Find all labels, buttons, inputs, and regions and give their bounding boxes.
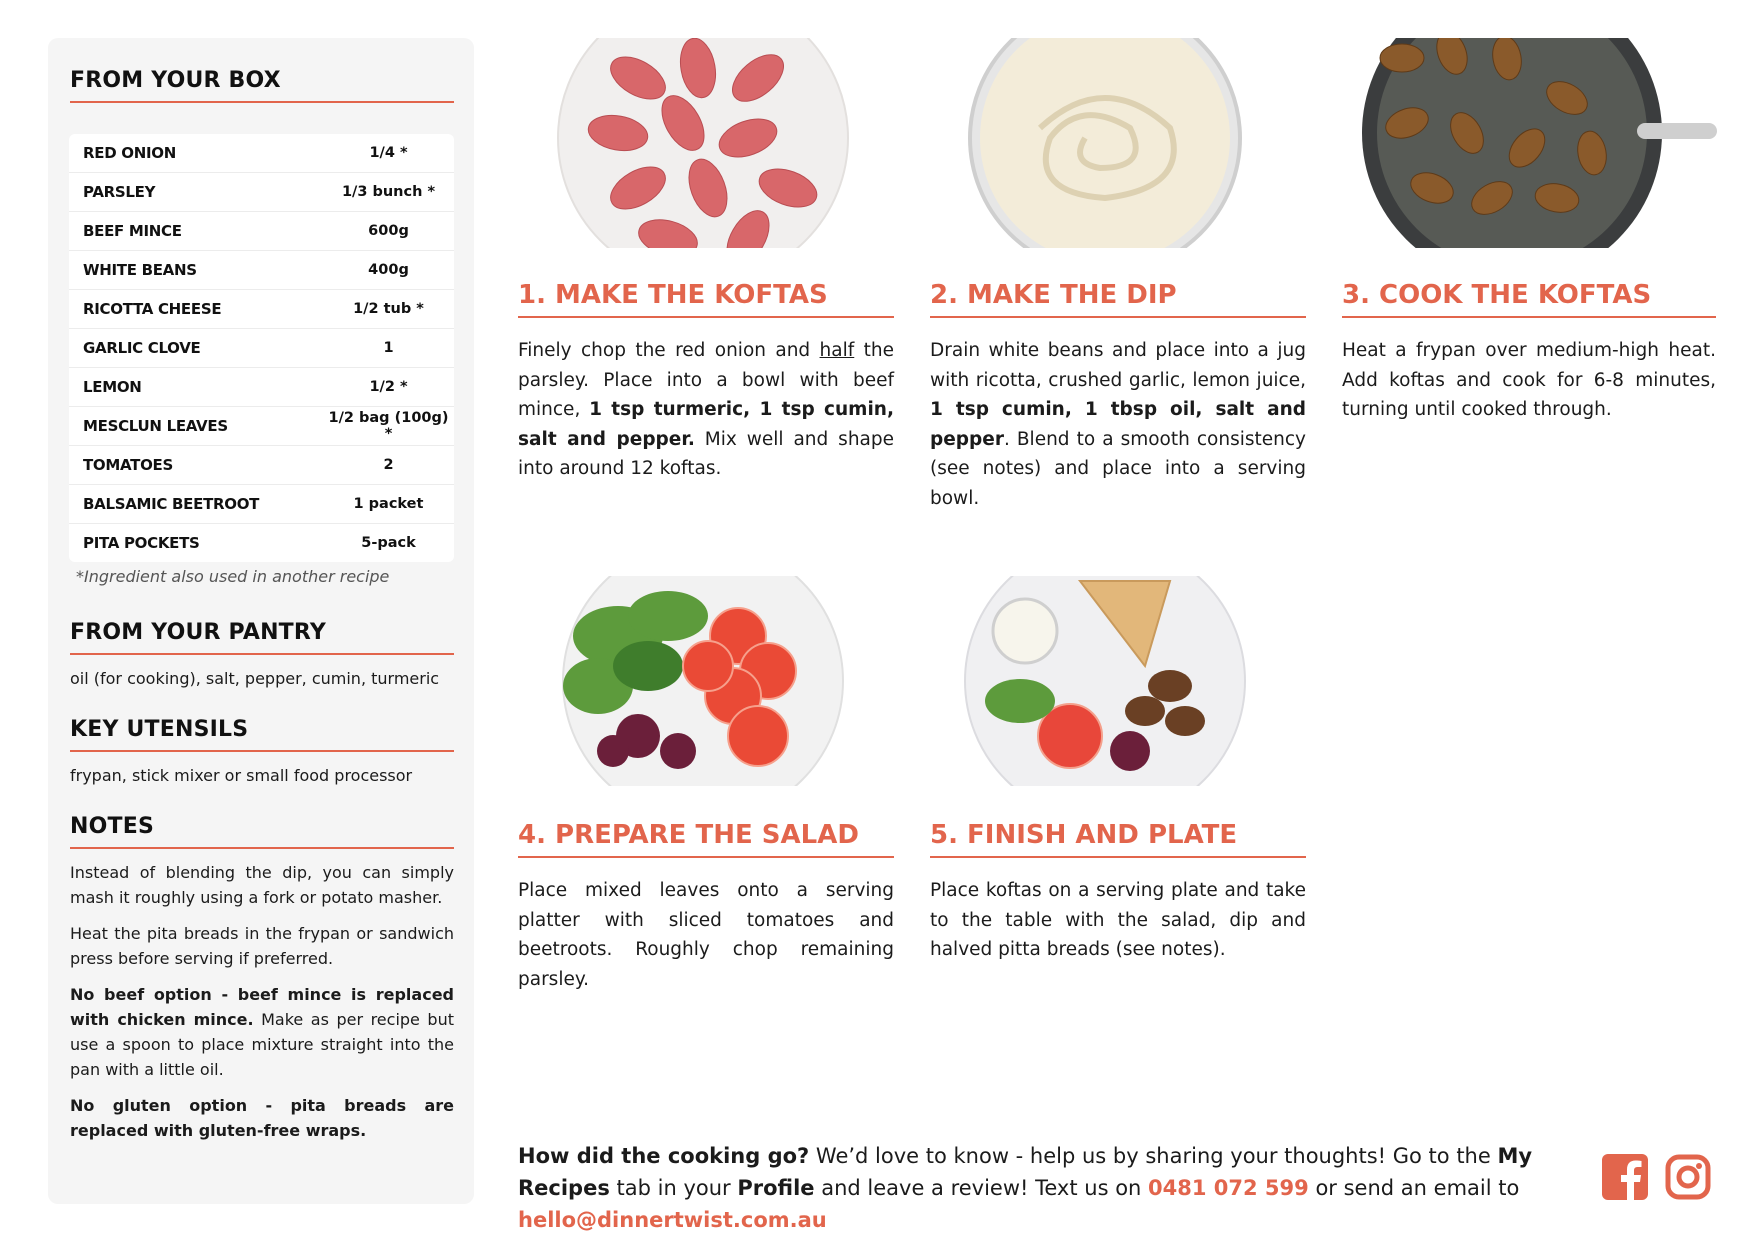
- step-3-title: 3. COOK THE KOFTAS: [1342, 280, 1716, 318]
- note-paragraph: Heat the pita breads in the frypan or sandwich press before serving if preferred.: [70, 924, 454, 968]
- ingredient-name: PARSLEY: [83, 183, 156, 201]
- ingredient-name: MESCLUN LEAVES: [83, 417, 228, 435]
- step-1-photo: [518, 38, 898, 248]
- ingredient-qty: 1 packet: [353, 496, 424, 512]
- ingredient-name: RICOTTA CHEESE: [83, 300, 222, 318]
- ingredient-row: [69, 446, 454, 485]
- step-3-text: Heat a frypan over medium-high heat. Add koftas and cook for 6-8 minutes, turning until cooked through.: [1342, 340, 1716, 420]
- step-1-text-bold: 1 tsp turmeric, 1 tsp cumin, salt and pepper.: [518, 399, 894, 450]
- ingredient-row: [69, 485, 454, 524]
- ingredient-qty: 400g: [368, 262, 409, 278]
- cooked-koftas-pan-image: [1342, 38, 1722, 248]
- note-text: Make as per recipe but use a spoon to place mixture straight into the pan with a little oil.: [70, 1010, 454, 1079]
- key-utensils-title: KEY UTENSILS: [70, 717, 454, 752]
- footer-text: We’d love to know - help us by sharing your thoughts! Go to the: [809, 1144, 1498, 1168]
- from-your-pantry-title: FROM YOUR PANTRY: [70, 620, 454, 655]
- step-1-text-b: the parsley. Place into a bowl with beef mince,: [518, 340, 894, 420]
- utensils-text: frypan, stick mixer or small food processor: [70, 766, 413, 785]
- step-2-text: [930, 336, 1306, 513]
- step-1-title: 1. MAKE THE KOFTAS: [518, 280, 894, 318]
- ingredient-name: TOMATOES: [83, 456, 173, 474]
- salad-image: [518, 576, 898, 786]
- ingredient-row: [69, 251, 454, 290]
- ingredient-name: BEEF MINCE: [83, 222, 182, 240]
- from-your-box-title: FROM YOUR BOX: [70, 68, 454, 103]
- note-bold: No beef option - beef mince is replaced with chicken mince.: [70, 985, 454, 1029]
- ingredient-row: [69, 134, 454, 173]
- ingredient-row: [69, 173, 454, 212]
- ingredient-qty: 1/2 bag (100g) *: [328, 410, 449, 442]
- notes-title: NOTES: [70, 814, 454, 849]
- ingredient-name: BALSAMIC BEETROOT: [83, 495, 260, 513]
- footer-text: tab in your: [609, 1176, 738, 1200]
- ingredient-qty: 1/2 tub *: [353, 301, 424, 317]
- email-link[interactable]: hello@dinnertwist.com.au: [518, 1208, 827, 1232]
- ingredients-sidebar: [48, 38, 474, 1204]
- ingredient-row: [69, 212, 454, 251]
- ingredient-row: [69, 407, 454, 446]
- step-1-text-a: Finely chop the red onion and: [518, 340, 820, 361]
- raw-koftas-image: [518, 38, 898, 248]
- ingredient-qty: 5-pack: [361, 535, 416, 551]
- step-2-text-bold: 1 tsp cumin, 1 tbsp oil, salt and pepper: [930, 399, 1306, 450]
- footer-text: and leave a review! Text us on: [814, 1176, 1149, 1200]
- ingredient-name: GARLIC CLOVE: [83, 339, 201, 357]
- step-5-photo: [930, 576, 1310, 786]
- step-5-text: Place koftas on a serving plate and take to the table with the salad, dip and halved pitta breads (see notes).: [930, 880, 1306, 960]
- ingredient-qty: 600g: [368, 223, 409, 239]
- note-paragraph: Instead of blending the dip, you can simply mash it roughly using a fork or potato masher.: [70, 863, 454, 907]
- ingredient-row: [69, 524, 454, 562]
- ingredient-name: RED ONION: [83, 144, 176, 162]
- step-2-text-a: Drain white beans and place into a jug with ricotta, crushed garlic, lemon juice,: [930, 340, 1306, 391]
- step-5-title: 5. FINISH AND PLATE: [930, 820, 1306, 858]
- ingredient-qty: 1/2 *: [369, 379, 408, 395]
- ingredient-footnote: *Ingredient also used in another recipe: [76, 567, 390, 586]
- ingredients-table: [69, 134, 454, 562]
- step-4-title: 4. PREPARE THE SALAD: [518, 820, 894, 858]
- notes-body: [70, 860, 454, 1154]
- ingredient-row: [69, 368, 454, 407]
- step-4-text: Place mixed leaves onto a serving platter with sliced tomatoes and beetroots. Roughly chop remaining parsley.: [518, 880, 894, 990]
- note-paragraph: [70, 1093, 454, 1143]
- ingredient-qty: 1/4 *: [369, 145, 408, 161]
- step-3-photo: [1342, 38, 1722, 248]
- facebook-icon[interactable]: [1602, 1154, 1648, 1200]
- step-2-title: 2. MAKE THE DIP: [930, 280, 1306, 318]
- pantry-text: oil (for cooking), salt, pepper, cumin, turmeric: [70, 669, 440, 688]
- note-bold: No gluten option - pita breads are replaced with gluten-free wraps.: [70, 1096, 454, 1140]
- step-1-text-c: Mix well and shape into around 12 koftas.: [518, 428, 895, 479]
- step-1-text: [518, 336, 894, 484]
- profile-label: Profile: [737, 1176, 815, 1200]
- finished-plate-image: [930, 576, 1310, 786]
- instagram-icon[interactable]: [1665, 1154, 1711, 1200]
- ingredient-name: PITA POCKETS: [83, 534, 200, 552]
- footer-question: How did the cooking go?: [518, 1144, 810, 1168]
- bean-dip-image: [930, 38, 1310, 248]
- note-paragraph: [70, 982, 454, 1082]
- my-recipes-label: My Recipes: [518, 1144, 1533, 1200]
- ingredient-name: LEMON: [83, 378, 142, 396]
- ingredient-qty: 2: [383, 457, 394, 473]
- ingredient-qty: 1: [383, 340, 394, 356]
- ingredient-name: WHITE BEANS: [83, 261, 197, 279]
- ingredient-row: [69, 329, 454, 368]
- step-2-photo: [930, 38, 1310, 248]
- step-2-text-b: . Blend to a smooth consistency (see notes) and place into a serving bowl.: [930, 428, 1306, 509]
- ingredient-qty: 1/3 bunch *: [341, 184, 436, 200]
- step-4-photo: [518, 576, 898, 786]
- phone-link[interactable]: 0481 072 599: [1148, 1176, 1309, 1200]
- feedback-footer: [518, 1140, 1580, 1236]
- footer-text: or send an email to: [1308, 1176, 1520, 1200]
- ingredient-row: [69, 290, 454, 329]
- step-1-text-underline: half: [819, 340, 855, 361]
